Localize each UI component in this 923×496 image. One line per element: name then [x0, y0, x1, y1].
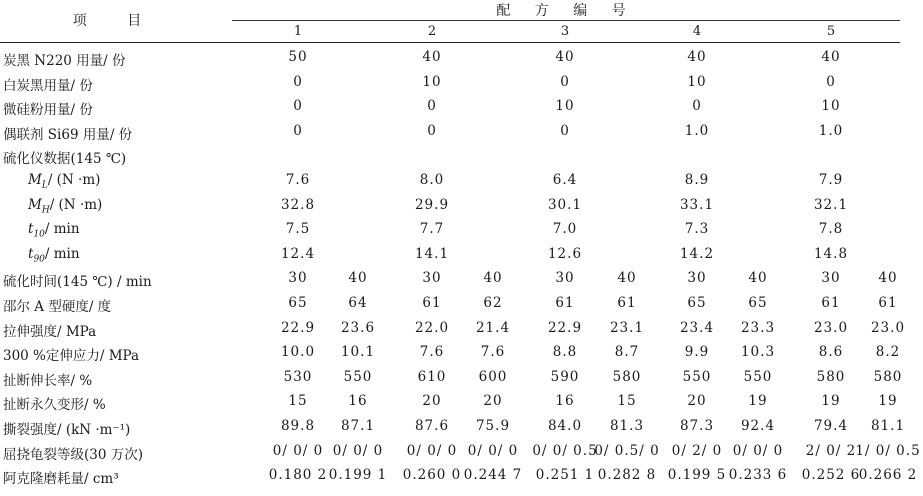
table-cell: 23.4: [679, 319, 715, 336]
table-cell: 61: [555, 295, 575, 311]
table-cell: 22.9: [280, 319, 316, 336]
rheometer-row: [0, 242, 900, 267]
label-symbol: M: [28, 196, 42, 213]
table-cell: 14.8: [813, 245, 849, 262]
table-cell: 14.1: [414, 245, 450, 262]
property-row: [0, 291, 900, 316]
table-cell: 0: [826, 73, 836, 90]
table-cell: 87.1: [340, 418, 376, 434]
row-label: 扯断永久变形/ %: [3, 397, 106, 414]
row-label: 硫化仪数据(145 ℃): [3, 151, 127, 168]
table-cell: 0.199 5: [667, 467, 727, 484]
table-cell: 15: [617, 393, 637, 410]
row-label: 硫化时间(145 ℃) / min: [3, 274, 152, 291]
table-cell: 40: [748, 270, 768, 287]
property-row: [0, 365, 903, 390]
table-cell: 12.6: [547, 245, 583, 262]
label-unit: / min: [44, 245, 80, 262]
table-cell: 87.3: [679, 418, 715, 434]
table-cell: 30: [821, 270, 841, 287]
table-cell: 10: [687, 73, 707, 90]
table-cell: 75.9: [475, 418, 511, 434]
table-cell: 0: [560, 122, 570, 139]
property-row: [0, 463, 918, 488]
table-cell: 14.2: [679, 245, 715, 262]
table-cell: 21.4: [475, 319, 511, 336]
table-cell: 61: [617, 295, 637, 311]
formula-number-5: 5: [826, 24, 836, 39]
label-unit: / (N ·m): [49, 196, 103, 213]
table-cell: 30: [555, 270, 575, 287]
table-cell: 30: [288, 270, 308, 287]
table-cell: 79.4: [813, 418, 849, 434]
table-cell: 0.244 7: [463, 467, 523, 484]
table-cell: 0.260 0: [402, 467, 462, 484]
label-symbol: t: [28, 245, 34, 262]
table-cell: 1.0: [684, 122, 710, 139]
row-label: [28, 197, 102, 216]
label-subscript: 90: [33, 254, 45, 265]
table-cell: 10.3: [740, 344, 776, 361]
formula-row: [0, 119, 900, 144]
formula-number-2: 2: [427, 24, 437, 39]
rheometer-row: [0, 217, 900, 242]
table-cell: 580: [612, 368, 642, 385]
property-row: [0, 389, 900, 414]
table-cell: 590: [550, 368, 580, 385]
table-cell: 81.3: [609, 418, 645, 434]
table-cell: 0: [427, 122, 437, 139]
table-cell: 600: [478, 368, 508, 385]
table-cell: 87.6: [414, 418, 450, 434]
table-cell: 0: [692, 98, 702, 115]
formula-row: [0, 94, 900, 119]
table-cell: 0: [293, 122, 303, 139]
table-cell: 10.1: [340, 344, 376, 361]
property-row: [0, 439, 921, 464]
table-cell: 530: [283, 368, 313, 385]
table-cell: 8.0: [419, 172, 445, 188]
table-cell: 19: [878, 393, 898, 410]
rheometer-row: [0, 168, 900, 193]
row-label: 撕裂强度/ (kN ·m⁻¹): [3, 422, 131, 438]
formula-row: [0, 45, 900, 70]
table-cell: 65: [687, 295, 707, 311]
table-cell: 8.2: [875, 344, 901, 361]
table-cell: 0/ 0/ 0: [732, 442, 784, 459]
table-cell: 8.9: [684, 172, 710, 188]
table-cell: 610: [417, 368, 447, 385]
table-cell: 23.0: [870, 319, 906, 336]
table-cell: 84.0: [547, 418, 583, 434]
table-cell: 33.1: [679, 196, 715, 213]
table-cell: 62: [483, 295, 503, 311]
table-cell: 20: [422, 393, 442, 410]
table-cell: 30: [422, 270, 442, 287]
row-label: 炭黑 N220 用量/ 份: [3, 53, 126, 69]
table-cell: 12.4: [280, 245, 316, 262]
table-cell: 15: [288, 393, 308, 410]
row-label: 扯断伸长率/ %: [3, 372, 93, 389]
table-cell: 92.4: [740, 418, 776, 434]
table-cell: 7.6: [480, 344, 506, 361]
table-cell: 19: [748, 393, 768, 410]
table-cell: 0/ 0/ 0: [332, 442, 384, 459]
table-cell: 580: [816, 368, 846, 385]
table-cell: 8.8: [552, 344, 578, 361]
table-cell: 1.0: [818, 122, 844, 139]
table-cell: 0/ 0/ 0: [406, 442, 458, 459]
table-cell: 89.8: [280, 418, 316, 434]
table-cell: 40: [878, 270, 898, 287]
table-cell: 7.8: [818, 221, 844, 238]
table-cell: 23.1: [609, 319, 645, 336]
table-cell: 32.8: [280, 196, 316, 213]
table-cell: 7.6: [419, 344, 445, 361]
table-cell: 10: [821, 98, 841, 115]
table-cell: 40: [483, 270, 503, 287]
table-cell: 0.251 1: [535, 467, 595, 484]
table-cell: 30.1: [547, 196, 583, 213]
table-cell: 0.266 2: [858, 467, 918, 484]
table-cell: 40: [422, 49, 442, 65]
table-cell: 0.199 1: [328, 467, 388, 484]
table-cell: 40: [821, 49, 841, 65]
table-cell: 22.9: [547, 319, 583, 336]
table-cell: 40: [348, 270, 368, 287]
table-cell: 61: [422, 295, 442, 311]
row-label: 邵尔 A 型硬度/ 度: [3, 299, 112, 315]
table-cell: 7.7: [419, 221, 445, 238]
table-cell: 40: [617, 270, 637, 287]
label-subscript: 10: [33, 229, 45, 240]
table-cell: 50: [288, 49, 308, 65]
label-symbol: M: [28, 172, 42, 188]
table-cell: 6.4: [552, 172, 578, 188]
header-divider: [232, 20, 900, 21]
table-cell: 550: [343, 368, 373, 385]
table-cell: 29.9: [414, 196, 450, 213]
table-cell: 16: [348, 393, 368, 410]
table-cell: 32.1: [813, 196, 849, 213]
table-cell: 7.6: [285, 172, 311, 188]
table-cell: 7.0: [552, 221, 578, 238]
row-label: 屈挠龟裂等级(30 万次): [3, 446, 144, 463]
table-cell: 30: [687, 270, 707, 287]
formula-number-header: 配 方 编 号: [496, 3, 636, 19]
table-cell: 61: [821, 295, 841, 311]
table-cell: 550: [682, 368, 712, 385]
row-label: 阿克隆磨耗量/ cm³: [3, 471, 119, 488]
row-label: 白炭黑用量/ 份: [3, 77, 93, 94]
label-unit: / min: [44, 221, 80, 238]
table-cell: 2/ 0/ 2: [805, 442, 857, 459]
table-cell: 10: [422, 73, 442, 90]
table-cell: 23.6: [340, 319, 376, 336]
table-cell: 81.1: [870, 418, 906, 434]
formula-number-3: 3: [560, 24, 570, 39]
table-cell: 23.3: [740, 319, 776, 336]
table-cell: 0.252 6: [801, 467, 861, 484]
row-label: [28, 172, 100, 191]
property-row: [0, 414, 906, 439]
item-column-header: 项 目: [72, 13, 160, 29]
table-cell: 10.0: [280, 344, 316, 361]
table-cell: 65: [748, 295, 768, 311]
label-subscript: L: [41, 180, 48, 191]
table-cell: 580: [873, 368, 903, 385]
table-cell: 20: [483, 393, 503, 410]
label-symbol: t: [28, 221, 34, 238]
table-cell: 0.180 2: [268, 467, 328, 484]
table-cell: 40: [687, 49, 707, 65]
row-label: 拉伸强度/ MPa: [3, 323, 97, 340]
table-cell: 61: [878, 295, 898, 311]
table-cell: 0.233 6: [728, 467, 788, 484]
table-cell: 0/ 0/ 0: [467, 442, 519, 459]
table-cell: 0: [293, 73, 303, 90]
table-cell: 9.9: [684, 344, 710, 361]
table-cell: 8.6: [818, 344, 844, 361]
table-cell: 7.3: [684, 221, 710, 238]
label-subscript: H: [41, 205, 50, 216]
row-label: 微硅粉用量/ 份: [3, 102, 93, 119]
table-cell: 7.5: [285, 221, 311, 238]
formula-row: [0, 70, 900, 95]
table-cell: 10: [555, 98, 575, 115]
label-unit: / (N ·m): [47, 172, 101, 188]
rheometer-title-row: [0, 143, 900, 168]
table-cell: 16: [555, 393, 575, 410]
property-row: [0, 340, 900, 365]
table-cell: 64: [348, 295, 368, 311]
table-cell: 0/ 0/ 0: [272, 442, 324, 459]
table-cell: 0: [427, 98, 437, 115]
table-cell: 20: [687, 393, 707, 410]
table-cell: 65: [288, 295, 308, 311]
formula-number-4: 4: [692, 24, 702, 39]
row-label: [28, 246, 80, 265]
property-row: [0, 266, 900, 291]
table-cell: 0.282 8: [597, 467, 657, 484]
table-top-rule: [0, 42, 900, 43]
table-cell: 0/ 0.5/ 0: [594, 442, 660, 459]
table-cell: 1/ 0/ 0.5: [855, 442, 921, 459]
table-cell: 19: [821, 393, 841, 410]
table-cell: 22.0: [414, 319, 450, 336]
table-cell: 0/ 2/ 0: [671, 442, 723, 459]
table-cell: 0/ 0/ 0.5: [532, 442, 598, 459]
row-label: [28, 221, 80, 240]
table-cell: 23.0: [813, 319, 849, 336]
row-label: 300 %定伸应力/ MPa: [3, 348, 140, 365]
rheometer-row: [0, 193, 900, 218]
table-cell: 0: [293, 98, 303, 115]
property-row: [0, 316, 906, 341]
table-cell: 550: [743, 368, 773, 385]
table-cell: 8.7: [614, 344, 640, 361]
table-cell: 7.9: [818, 172, 844, 188]
table-cell: 40: [555, 49, 575, 65]
table-cell: 0: [560, 73, 570, 90]
formula-number-1: 1: [293, 24, 303, 39]
row-label: 偶联剂 Si69 用量/ 份: [3, 126, 133, 143]
